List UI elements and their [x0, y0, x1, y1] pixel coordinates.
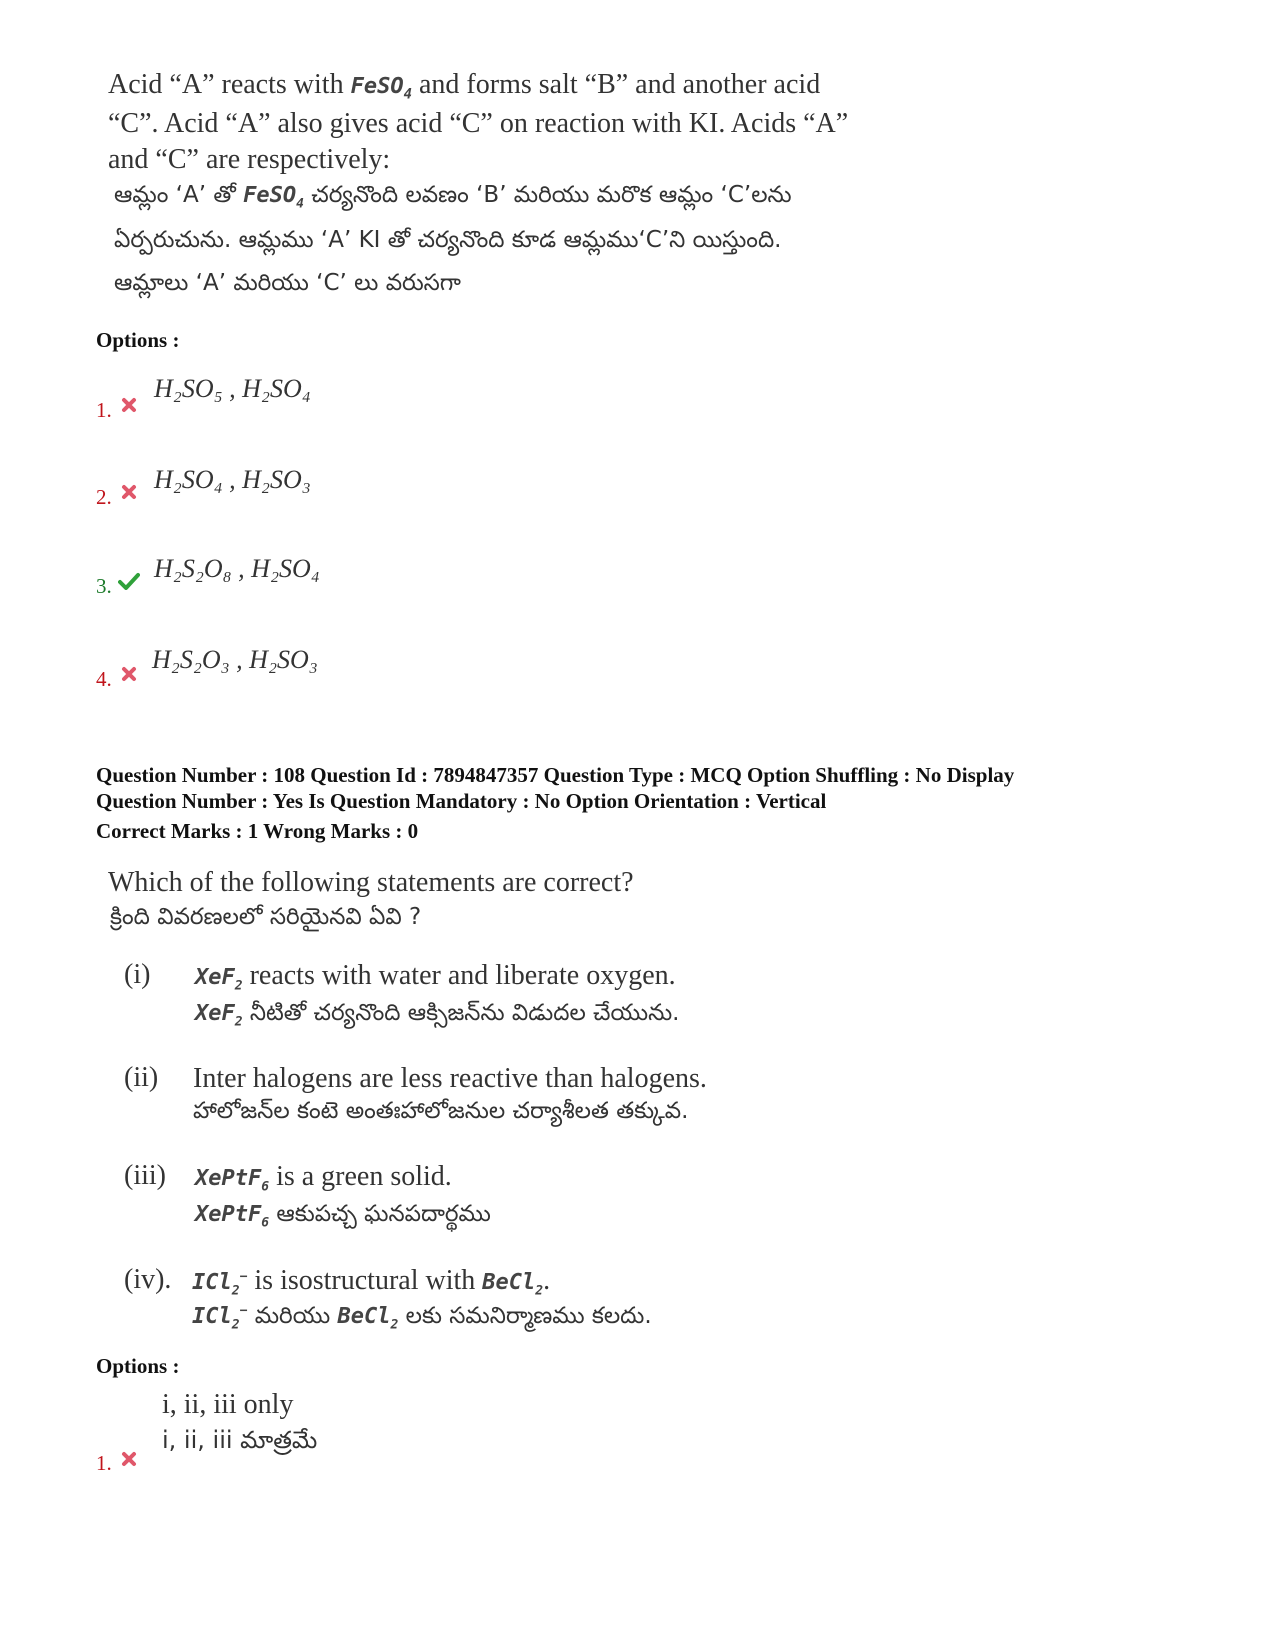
q1-options-heading: Options : — [96, 328, 180, 352]
question-meta-line-1: Question Number : 108 Question Id : 7894847357 Question Type : MCQ Option Shuffling : No Display — [96, 763, 1015, 787]
cross-icon — [121, 666, 137, 687]
cross-icon — [121, 397, 137, 418]
q2-english-title: Which of the following statements are correct? — [108, 867, 634, 898]
statement-i-label: (i) — [124, 959, 151, 990]
statement-ii-english: Inter halogens are less reactive than halogens. — [193, 1063, 707, 1094]
q1-option-2-formula: H₂SO₄ , H₂SO₃ — [154, 465, 311, 494]
statement-ii-telugu: హాలోజన్‌ల కంటె అంతఃహాలోజనుల చర్యాశీలత తక్కువ. — [193, 1098, 689, 1124]
q2-option-1-telugu: i, ii, iii మాత్రమే — [162, 1426, 318, 1454]
statement-ii-label: (ii) — [124, 1062, 159, 1093]
statement-iv-telugu: ICl$_2$− మరియు BeCl$_2$ లకు సమనిర్మాణము కలదు. — [192, 1303, 652, 1333]
q1-option-1-number: 1. — [96, 398, 112, 422]
statement-iv-english: ICl$_2$− is isostructural with BeCl$_2$. — [192, 1265, 551, 1299]
q1-option-3-number: 3. — [96, 574, 112, 598]
q1-english-line-2: “C”. Acid “A” also gives acid “C” on reaction with KI. Acids “A” — [108, 108, 849, 139]
q2-telugu-title: క్రింది వివరణలలో సరియైనవి ఏవి ? — [110, 904, 422, 930]
q1-option-1-formula: H₂SO₅ , H₂SO₄ — [154, 374, 311, 403]
cross-icon — [121, 484, 137, 505]
statement-i-telugu: XeF$_2$ నీటితో చర్యనొంది ఆక్సిజన్‌ను విడుదల చేయును. — [195, 1000, 680, 1030]
q1-chem-feso4: FeSO$_4$ — [350, 74, 412, 103]
statement-iii-label: (iii) — [124, 1160, 166, 1191]
question-marks: Correct Marks : 1 Wrong Marks : 0 — [96, 819, 419, 843]
q1-option-4-number: 4. — [96, 667, 112, 691]
q1-option-2-number: 2. — [96, 485, 112, 509]
q2-option-1-english: i, ii, iii only — [162, 1389, 294, 1420]
q1-telugu-line-3: ఆమ్లాలు ‘A’ మరియు ‘C’ లు వరుసగా — [114, 270, 461, 296]
q1-telugu-line-2: ఏర్పరుచును. ఆమ్లము ‘A’ KI తో చర్యనొంది కూడ ఆమ్లము‘C’ని యిస్తుంది. — [114, 227, 782, 253]
q1-option-3-formula: H₂S₂O₈ , H₂SO₄ — [154, 554, 320, 583]
checkmark-icon — [118, 572, 140, 595]
q2-option-1-number: 1. — [96, 1451, 112, 1475]
statement-i-english: XeF$_2$ reacts with water and liberate oxygen. — [195, 960, 676, 994]
q1-option-4-formula: H₂S₂O₃ , H₂SO₃ — [152, 645, 318, 674]
statement-iv-label: (iv). — [124, 1264, 172, 1295]
q1-telugu-line-1: ఆమ్లం ‘A’ తో FeSO$_4$ చర్యనొంది లవణం ‘B’ మరియు మరొక ఆమ్లం ‘C’లను — [114, 182, 792, 212]
statement-iii-english: XePtF$_6$ is a green solid. — [195, 1161, 452, 1195]
statement-iii-telugu: XePtF$_6$ ఆకుపచ్చ ఘనపదార్థము — [195, 1201, 491, 1231]
q2-options-heading: Options : — [96, 1354, 180, 1378]
cross-icon — [121, 1451, 137, 1472]
q1-te-chem-feso4: FeSO$_4$ — [243, 183, 304, 212]
question-meta-line-2: Question Number : Yes Is Question Mandatory : No Option Orientation : Vertical — [96, 789, 827, 813]
q1-english-line-1: Acid “A” reacts with FeSO$_4$ and forms salt “B” and another acid — [108, 69, 821, 103]
q1-english-line-3: and “C” are respectively: — [108, 144, 391, 175]
